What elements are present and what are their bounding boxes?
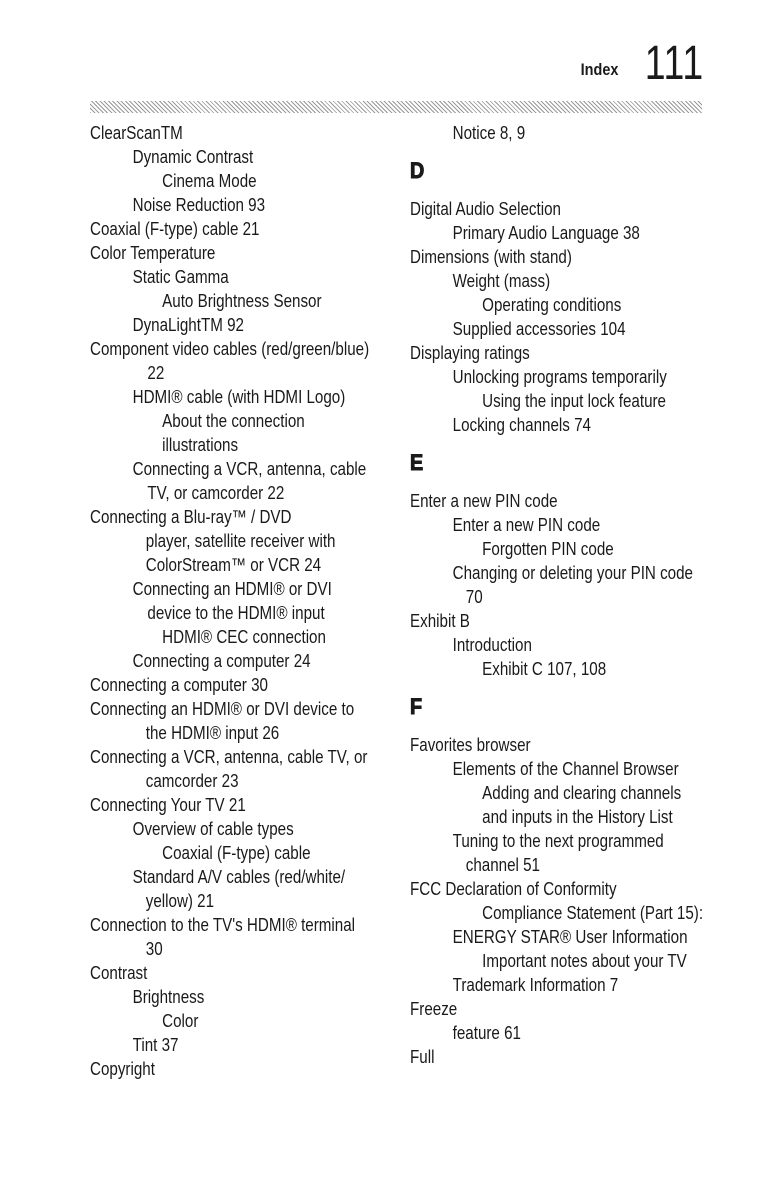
index-entry: Dynamic Contrast (132, 146, 254, 167)
index-entry: Freeze (410, 998, 458, 1019)
index-entry: Elements of the Channel Browser (452, 758, 679, 779)
index-entry: Displaying ratings (410, 342, 530, 363)
index-entry: 30 (145, 938, 163, 959)
index-entry: 70 (465, 586, 483, 607)
index-entry: ColorStream™ or VCR 24 (145, 554, 322, 575)
index-entry: player, satellite receiver with (145, 530, 336, 551)
index-entry: Connecting a VCR, antenna, cable TV, or (90, 746, 368, 767)
index-entry: HDMI® CEC connection (162, 626, 326, 647)
index-entry: Tint 37 (132, 1034, 179, 1055)
index-entry: Exhibit B (410, 610, 470, 631)
page-header (574, 37, 704, 90)
index-entry: Noise Reduction 93 (132, 194, 266, 215)
index-entry: Locking channels 74 (452, 414, 591, 435)
index-entry: Color (162, 1010, 199, 1031)
index-entry: Dimensions (with stand) (410, 246, 572, 267)
index-column-right (410, 121, 710, 1069)
index-entry: Notice 8, 9 (452, 122, 526, 143)
index-entry: Brightness (132, 986, 205, 1007)
index-entry: Component video cables (red/green/blue) (90, 338, 370, 359)
index-entry: Digital Audio Selection (410, 198, 561, 219)
index-entry: Connecting an HDMI® or DVI device to (90, 698, 355, 719)
index-entry: Forgotten PIN code (482, 538, 614, 559)
index-entry: Contrast (90, 962, 148, 983)
index-entry: Weight (mass) (452, 270, 551, 291)
index-entry: Tuning to the next programmed (452, 830, 664, 851)
index-entry: Enter a new PIN code (410, 490, 558, 511)
index-entry: Connecting a Blu-ray™ / DVD (90, 506, 292, 527)
index-entry: yellow) 21 (145, 890, 215, 911)
index-entry: and inputs in the History List (482, 806, 673, 827)
index-entry: FCC Declaration of Conformity (410, 878, 617, 899)
page-number: 111 (644, 37, 704, 90)
index-entry: ClearScanTM (90, 122, 183, 143)
index-entry: Exhibit C 107, 108 (482, 658, 607, 679)
index-entry: Standard A/V cables (red/white/ (132, 866, 346, 887)
index-entry: Important notes about your TV (482, 950, 687, 971)
index-entry: ENERGY STAR® User Information (452, 926, 688, 947)
index-entry: Introduction (452, 634, 532, 655)
index-entry: Adding and clearing channels (482, 782, 682, 803)
index-letter-heading: F (410, 694, 423, 719)
header-section-label: Index (580, 60, 619, 79)
index-entry: Favorites browser (410, 734, 531, 755)
index-entry: Primary Audio Language 38 (452, 222, 640, 243)
index-entry: Unlocking programs temporarily (452, 366, 667, 387)
index-entry: camcorder 23 (145, 770, 239, 791)
index-entry: DynaLightTM 92 (132, 314, 244, 335)
index-entry: Enter a new PIN code (452, 514, 601, 535)
index-entry: Connection to the TV's HDMI® terminal (90, 914, 356, 935)
index-letter-heading: E (410, 450, 424, 475)
index-entry: Connecting a computer 24 (132, 650, 311, 671)
index-entry: Connecting a VCR, antenna, cable (132, 458, 367, 479)
index-entry: Compliance Statement (Part 15): (482, 902, 704, 923)
index-column-left (90, 121, 385, 1081)
index-entry: Coaxial (F-type) cable 21 (90, 218, 260, 239)
index-entry: Color Temperature (90, 242, 216, 263)
index-entry: 22 (147, 362, 165, 383)
index-entry: illustrations (162, 434, 239, 455)
index-entry: device to the HDMI® input (147, 602, 325, 623)
index-entry: Connecting Your TV 21 (90, 794, 246, 815)
index-entry: Using the input lock feature (482, 390, 666, 411)
index-entry: Operating conditions (482, 294, 622, 315)
index-entry: Trademark Information 7 (452, 974, 619, 995)
index-entry: TV, or camcorder 22 (147, 482, 285, 503)
index-entry: Coaxial (F-type) cable (162, 842, 311, 863)
index-entry: Full (410, 1046, 435, 1067)
index-entry: Static Gamma (132, 266, 229, 287)
header-rule (90, 101, 702, 113)
index-entry: Changing or deleting your PIN code (452, 562, 693, 583)
index-entry: Supplied accessories 104 (452, 318, 626, 339)
index-entry: HDMI® cable (with HDMI Logo) (132, 386, 346, 407)
index-entry: Connecting an HDMI® or DVI (132, 578, 332, 599)
index-entry: Auto Brightness Sensor (162, 290, 322, 311)
index-entry: Overview of cable types (132, 818, 294, 839)
index-entry: feature 61 (452, 1022, 521, 1043)
index-entry: Copyright (90, 1058, 155, 1079)
index-letter-heading: D (410, 158, 425, 183)
index-entry: channel 51 (465, 854, 540, 875)
index-entry: About the connection (162, 410, 305, 431)
index-entry: Cinema Mode (162, 170, 257, 191)
index-entry: Connecting a computer 30 (90, 674, 268, 695)
index-entry: the HDMI® input 26 (145, 722, 280, 743)
